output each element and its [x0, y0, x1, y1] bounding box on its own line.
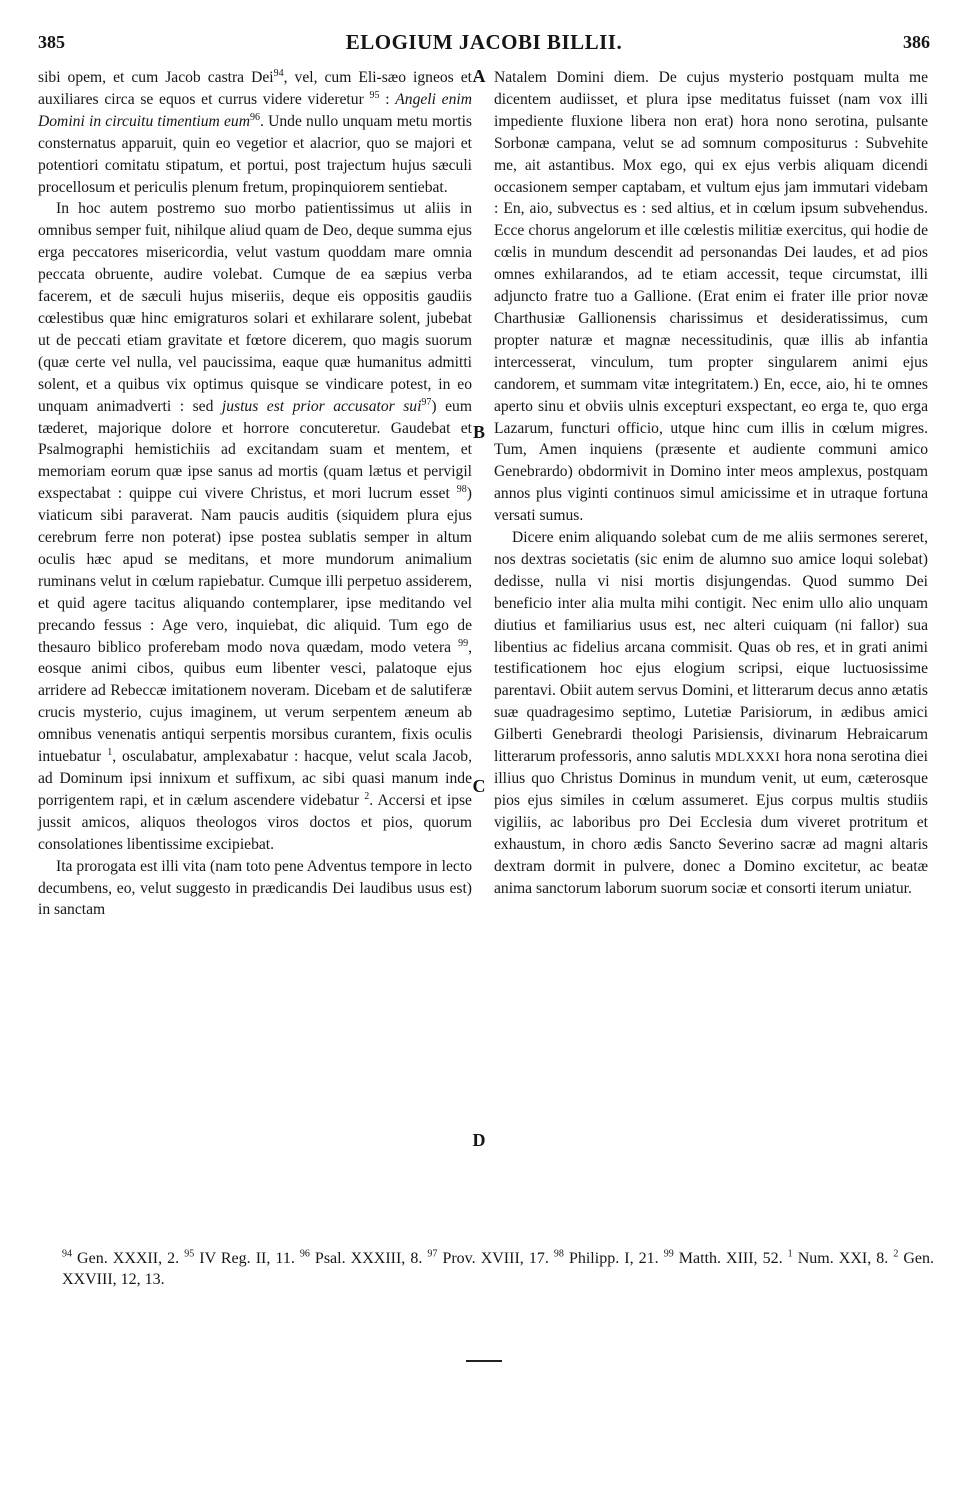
footnotes — [62, 1248, 934, 1290]
footnote-text: Psal. XXXIII, 8. — [309, 1250, 428, 1267]
footnote-ref: 95 — [369, 89, 380, 101]
right-paragraph-1: Natalem Domini diem. De cujus mysterio postquam multa me dicentem audiisset, et plura ipse meditatus fuisset (nam vox illi impediente fluxione libera non erat) hora nono serotina, pulsante Sorbonæ campana, velut se ad somnum compositurus : Subvehite me, ait astantibus. Mox ego, qui ex ejus verbis aliquam dicendi occasionem semper captabam, et vultum ejus jam immutari videbam : En, aio, subvectus es : sed altius, et in cœlum ipsum subvehendus. Ecce chorus angelorum et ille cœlestis militiæ exercitus, qui hodie de cœlis in mundum descendit ad personandas Dei laudes, et ad pios omnes exhilarandos, ad te etiam accessit, teque circumstat, illi adjuncto fratre tuo a Gallione. (Erat enim ei frater ille prior novæ Charthusiæ Gallionensis charissimus et desideratissimus, cum propter naturæ et magnæ necessitudinis, quæ illis ab infantia intercesserat, vinculum, tum propter singularem animi ejus candorem, et summam vitæ integritatem.) En, ecce, aio, hi te omnes aperto sinu et obviis ulnis excepturi exspectant, eo erga te, quo erga Lazarum, functuri officio, utque hinc cum illis in cœlum migres. Tum, Amen inquiens (præsente et audiente communi amico Genebrardo) obdormivit in Domino inter meos amplexus, postquam annos plus viginti continuos simul amicissime et in utraque fortuna versati sumus. — [494, 69, 928, 525]
italic-quote: Angeli enim Domini in circuitu timentium eum — [38, 90, 472, 130]
footnote-text: Matth. XIII, 52. — [673, 1250, 788, 1267]
footnote-ref: 97 — [421, 396, 432, 408]
left-paragraph-2: In hoc autem postremo suo morbo patientissimus ut aliis in omnibus semper fuit, nihilque aliud quam de Deo, deque summa ejus erga peccatores misericordia, velut vastum quoddam mare omnia peccata obruente, audire volebat. Cumque de ea sæpius verba facerem, et de sæculi hujus miseriis, deque eis oppositis gaudiis cœlestibus quæ hinc emigraturos solari et exhilarare solent, jubebat ut de peccati etiam gravitate et fœtore dicerem, quo magis suorum (quæ certe vel nulla, vel paucissima, eaque quæ humanitus admitti solent, et a quibus vix optimus quisque se vindicare potest, in eo unquam animadverti : sed justus est prior accusator sui$^{97}$) eum tæderet, majorique dolore et horrore concuteretur. Gaudebat et Psalmographi hemistichiis ad excitandam suam et mentem, et memoriam eorum quæ ipse sanus ad mortis (quam lætus et pervigil exspectabat : quippe cui vivere Christus, et mori lucrum esset $^{98}$) viaticum sibi paraverat. Nam paucis auditis (siquidem plura ejus cerebrum ferre non poterat) ipse postea sublatis semper in altum oculis hæc apud se meditans, et more mundorum animalium ruminans velut in cœlum rapiebatur. Cumque illi perpetuo assiderem, et quid agere tacitus aliquando contemplarer, ipse meditando vel precando fessus : Age vero, inquiebat, dic aliquid. Tum ego de thesauro biblico proferebam modo nova quædam, modo vetera $^{99}$, eosque animi cibos, quibus eum libenter vesci, palatoque ejus arridere ad Rebeccæ imitationem noveram. Dicebam et de salutiferæ crucis mysterio, cujus imaginem, ut verum serpentem æneum ab omnibus venenatis antiqui serpentis morsibus curantem, fixis oculis intuebatur $^1$, osculabatur, amplexabatur : hacque, velut scala Jacob, ad Dominum ipsi innixum et suffixum, ac sibi quasi manum inde porrigentem rapi, et in cælum ascendere videbatur $^2$. Accersi et ipse jussit amicos, aliquos theologos viros doctos et pios, quorum consolationes libentissime excipiebat. — [38, 200, 472, 853]
left-column — [38, 67, 472, 921]
italic-quote: justus est prior accusator sui — [221, 397, 422, 415]
footnote-text: Gen. XXVIII, 12, 13. — [62, 1250, 935, 1288]
section-marker-c: C — [472, 776, 486, 796]
footnote-number: 99 — [663, 1248, 674, 1260]
footnote-number: 95 — [184, 1248, 195, 1260]
footnote-ref: 99 — [458, 637, 469, 649]
page-number-right: 386 — [903, 32, 930, 52]
section-marker-b: B — [472, 422, 485, 442]
footnote-ref: 98 — [456, 484, 467, 496]
roman-year: MDLXXXI — [715, 749, 781, 765]
footnote-ref: 1 — [107, 746, 113, 758]
left-paragraph-1: sibi opem, et cum Jacob castra Dei$^{94}$, vel, cum Eli-sæo igneos et auxiliares circa se equos et currus videre videretur $^{95}$ : Angeli enim Domini in circuitu timentium eum$^{96}$. Unde nullo unquam metu mortis consternatus apparuit, quin eo vegetior et alacrior, quo se majori et potentiori comitatu stipatum, et portui, post trajectum hujus sæculi procellosum et periculis plenum fretum, propinquiorem sentiebat. — [38, 67, 472, 196]
footnote-number: 1 — [787, 1248, 793, 1260]
footnote-number: 96 — [299, 1248, 310, 1260]
end-rule — [466, 1360, 502, 1362]
footnote-number: 98 — [553, 1248, 564, 1260]
footnote-text: Philipp. I, 21. — [563, 1250, 664, 1267]
footnote-text: IV Reg. II, 11. — [194, 1250, 300, 1267]
section-marker-d: D — [472, 1130, 486, 1150]
footnote-ref: 2 — [364, 790, 370, 802]
footnote-text: Num. XXI, 8. — [792, 1250, 894, 1267]
footnote-ref: 94 — [273, 67, 284, 79]
section-marker-a: A — [472, 66, 486, 86]
right-column — [494, 67, 928, 899]
footnote-ref: 96 — [249, 111, 260, 123]
running-title: ELOGIUM JACOBI BILLII. — [345, 30, 623, 54]
footnote-text: Prov. XVIII, 17. — [437, 1250, 554, 1267]
page-number-left: 385 — [38, 32, 65, 52]
footnote-number: 94 — [62, 1248, 72, 1260]
page-header — [38, 14, 930, 54]
footnote-number: 97 — [427, 1248, 438, 1260]
right-paragraph-2: Dicere enim aliquando solebat cum de me aliis sermones sereret, nos dextras societatis (sic enim de alumno suo amice loqui solebat) dedisse, nulla vi nisi mortis disjungendas. Quod summo Dei beneficio inter alia multa mihi contigit. Nec enim ullo alio unquam diutius et familiarius usus est, nec alteri cuiquam (ni fallor) sua libentius ac fidelius arcana commisit. Quas ob res, et in grati animi testificationem hoc ejus elogium scripsi, eique luctuosissime parentavi. Obiit autem servus Domini, et litterarum decus anno ætatis suæ quadragesimo septimo, Lutetiæ Parisiorum, in ædibus amici Gilberti Genebrardi theologi Parisiensis, divinarum Hebraicarum litterarum professoris, anno salutis MDLXXXI hora nona serotina diei illius quo Christus Dominus in mundum venit, ut eum, cæterosque pios ejus similes in cœlum assumeret. Ejus corpus multis studiis vigiliis, ac laboribus pro Dei Ecclesia dum viveret protritum et exhaustum, in choro ædis Sancto Severino sacræ ad magni altaris dextram dormit in pulvere, donec a Domino excitetur, ac beatæ anima sanctorum laborum suorum sociæ et consorti iterum uniatur. — [494, 529, 928, 897]
footnote-text: Gen. XXXII, 2. — [72, 1250, 185, 1267]
left-paragraph-3: Ita prorogata est illi vita (nam toto pene Adventus tempore in lecto decumbens, eo, velut suggesto in prædicandis Dei laudibus usus est) in sanctam — [38, 857, 472, 919]
footnote-number: 2 — [893, 1248, 899, 1260]
